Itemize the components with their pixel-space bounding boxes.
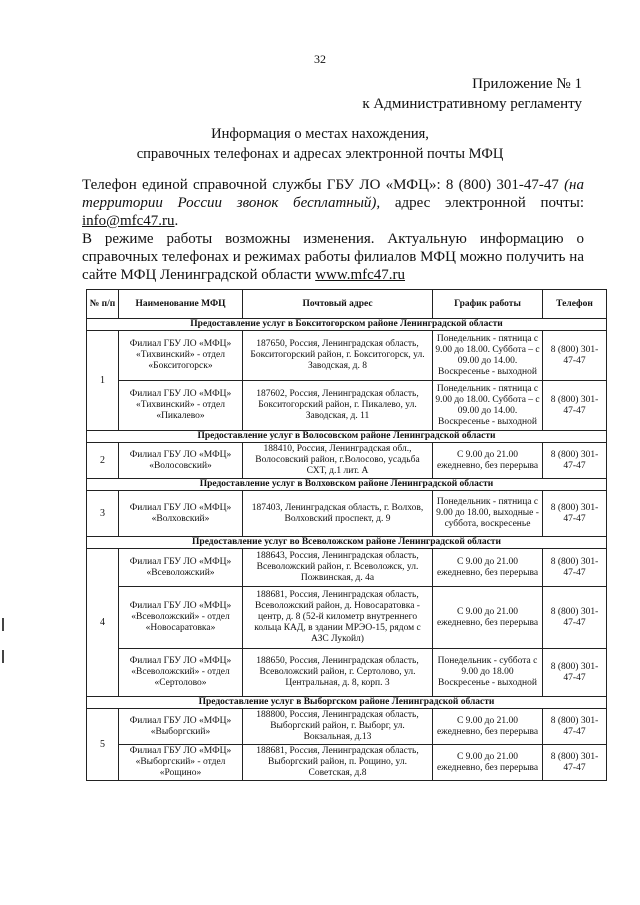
page-number: 32 xyxy=(314,52,326,66)
mfc-address: 188410, Россия, Ленинградская обл., Волосовский район, г.Волосово, усадьба СХТ, д.1 лит. А xyxy=(243,443,433,479)
mfc-phone: 8 (800) 301-47-47 xyxy=(543,745,607,781)
mfc-address: 188643, Россия, Ленинградская область, Всеволожский район, г. Всеволожск, ул. Пожвинская, д. 4а xyxy=(243,549,433,587)
header-name: Наименование МФЦ xyxy=(119,290,243,319)
table-row xyxy=(87,443,607,479)
mfc-address: 188681, Россия, Ленинградская область, Всеволожский район, д. Новосаратовка - центр, д. 8 (52-й километр внутреннего кольца КАД, в здании МРЭО-15, рядом с АЗС Лукойл) xyxy=(243,587,433,649)
mfc-address: 188650, Россия, Ленинградская область, Всеволожский район, г. Сертолово, ул. Центральная, д. 8, корп. 3 xyxy=(243,649,433,697)
intro-period: . xyxy=(174,213,179,229)
table-row xyxy=(87,491,607,537)
mfc-name: Филиал ГБУ ЛО «МФЦ» «Тихвинский» - отдел «Пикалево» xyxy=(119,381,243,431)
intro-phone-text: Телефон единой справочной службы ГБУ ЛО «МФЦ»: 8 (800) 301-47-47 xyxy=(82,177,565,193)
row-number: 4 xyxy=(87,549,119,697)
mfc-address: 187650, Россия, Ленинградская область, Бокситогорский район, г. Бокситогорск, ул. Заводская, д. 8 xyxy=(243,331,433,381)
mfc-schedule: С 9.00 до 21.00 ежедневно, без перерыва xyxy=(433,587,543,649)
table-row xyxy=(87,745,607,781)
mfc-name: Филиал ГБУ ЛО «МФЦ» «Волосовский» xyxy=(119,443,243,479)
table-header-row xyxy=(87,290,607,319)
mfc-name: Филиал ГБУ ЛО «МФЦ» «Всеволожский» xyxy=(119,549,243,587)
mfc-table xyxy=(86,289,607,781)
section-title: Предоставление услуг в Бокситогорском районе Ленинградской области xyxy=(87,319,607,331)
intro-paragraph-2 xyxy=(82,230,584,284)
intro-email-label: адрес электронной почты: xyxy=(380,195,584,211)
appendix-header xyxy=(362,74,582,114)
appendix-line-1: Приложение № 1 xyxy=(472,76,582,92)
intro-text xyxy=(82,176,584,284)
binding-mark xyxy=(2,618,4,631)
mfc-schedule: Понедельник - пятница с 9.00 до 18.00, выходные - суббота, воскресенье xyxy=(433,491,543,537)
title-line-1: Информация о местах нахождения, xyxy=(211,126,429,142)
mfc-phone: 8 (800) 301-47-47 xyxy=(543,491,607,537)
row-number: 1 xyxy=(87,331,119,431)
mfc-schedule: Понедельник - суббота с 9.00 до 18.00 Воскресенье - выходной xyxy=(433,649,543,697)
table-row xyxy=(87,649,607,697)
row-number: 5 xyxy=(87,709,119,781)
mfc-name: Филиал ГБУ ЛО «МФЦ» «Тихвинский» - отдел «Бокситогорск» xyxy=(119,331,243,381)
intro-paragraph-1 xyxy=(82,176,584,230)
mfc-schedule: С 9.00 до 21.00 ежедневно, без перерыва xyxy=(433,709,543,745)
header-number: № п/п xyxy=(87,290,119,319)
mfc-address: 188681, Россия, Ленинградская область, Выборгский район, п. Рощино, ул. Советская, д.8 xyxy=(243,745,433,781)
mfc-phone: 8 (800) 301-47-47 xyxy=(543,331,607,381)
header-schedule: График работы xyxy=(433,290,543,319)
mfc-name: Филиал ГБУ ЛО «МФЦ» «Всеволожский» - отдел «Новосаратовка» xyxy=(119,587,243,649)
mfc-schedule: Понедельник - пятница с 9.00 до 18.00. Суббота – с 09.00 до 14.00. Воскресенье - выходной xyxy=(433,331,543,381)
table-row xyxy=(87,331,607,381)
mfc-phone: 8 (800) 301-47-47 xyxy=(543,443,607,479)
row-number: 3 xyxy=(87,491,119,537)
mfc-name: Филиал ГБУ ЛО «МФЦ» «Выборгский» xyxy=(119,709,243,745)
header-phone: Телефон xyxy=(543,290,607,319)
section-row xyxy=(87,319,607,331)
intro-changes-text: В режиме работы возможны изменения. Актуальную информацию о справочных телефонах и режимах работы филиалов МФЦ можно получить на сайте МФЦ Ленинградской области xyxy=(82,231,584,283)
mfc-schedule: С 9.00 до 21.00 ежедневно, без перерыва xyxy=(433,443,543,479)
section-title: Предоставление услуг в Волховском районе Ленинградской области xyxy=(87,479,607,491)
mfc-phone: 8 (800) 301-47-47 xyxy=(543,381,607,431)
email-link[interactable]: info@mfc47.ru xyxy=(82,213,175,229)
header-address: Почтовый адрес xyxy=(243,290,433,319)
mfc-phone: 8 (800) 301-47-47 xyxy=(543,587,607,649)
appendix-line-2: к Административному регламенту xyxy=(362,96,582,112)
section-row xyxy=(87,431,607,443)
mfc-schedule: С 9.00 до 21.00 ежедневно, без перерыва xyxy=(433,745,543,781)
table-row xyxy=(87,587,607,649)
row-number: 2 xyxy=(87,443,119,479)
mfc-phone: 8 (800) 301-47-47 xyxy=(543,709,607,745)
mfc-schedule: Понедельник - пятница с 9.00 до 18.00. Суббота – с 09.00 до 14.00. Воскресенье - выходной xyxy=(433,381,543,431)
section-row xyxy=(87,479,607,491)
mfc-address: 187602, Россия, Ленинградская область, Бокситогорский район, г. Пикалево, ул. Заводская, д. 11 xyxy=(243,381,433,431)
mfc-schedule: С 9.00 до 21.00 ежедневно, без перерыва xyxy=(433,549,543,587)
section-row xyxy=(87,697,607,709)
website-link[interactable]: www.mfc47.ru xyxy=(315,267,406,283)
mfc-name: Филиал ГБУ ЛО «МФЦ» «Всеволожский» - отдел «Сертолово» xyxy=(119,649,243,697)
mfc-table-container xyxy=(86,289,606,781)
document-title xyxy=(0,124,640,164)
section-row xyxy=(87,537,607,549)
intro-free-call-note: (на территории России звонок бесплатный), xyxy=(82,177,584,211)
binding-mark xyxy=(2,650,4,663)
mfc-name: Филиал ГБУ ЛО «МФЦ» «Волховский» xyxy=(119,491,243,537)
mfc-address: 188800, Россия, Ленинградская область, Выборгский район, г. Выборг, ул. Вокзальная, д.13 xyxy=(243,709,433,745)
title-line-2: справочных телефонах и адресах электронной почты МФЦ xyxy=(136,146,504,162)
mfc-phone: 8 (800) 301-47-47 xyxy=(543,549,607,587)
section-title: Предоставление услуг в Выборгском районе Ленинградской области xyxy=(87,697,607,709)
table-row xyxy=(87,381,607,431)
mfc-name: Филиал ГБУ ЛО «МФЦ» «Выборгский» - отдел «Рощино» xyxy=(119,745,243,781)
section-title: Предоставление услуг во Всеволожском районе Ленинградской области xyxy=(87,537,607,549)
table-row xyxy=(87,709,607,745)
mfc-phone: 8 (800) 301-47-47 xyxy=(543,649,607,697)
table-row xyxy=(87,549,607,587)
mfc-address: 187403, Ленинградская область, г. Волхов, Волховский проспект, д. 9 xyxy=(243,491,433,537)
section-title: Предоставление услуг в Волосовском районе Ленинградской области xyxy=(87,431,607,443)
